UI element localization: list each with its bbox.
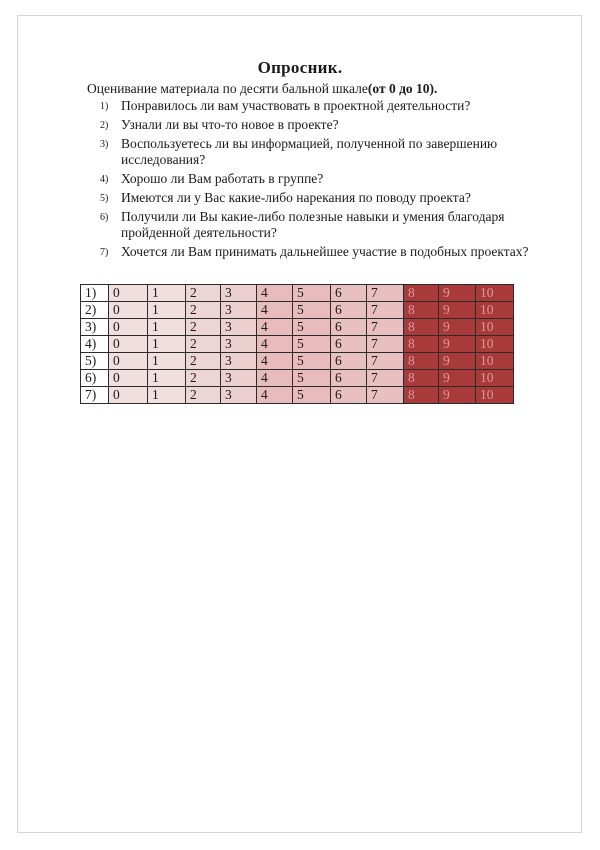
rating-cell[interactable]: 8 [404, 387, 439, 404]
rating-cell[interactable]: 10 [476, 370, 514, 387]
rating-cell[interactable]: 5 [293, 387, 331, 404]
rating-cell[interactable]: 1 [148, 353, 186, 370]
rating-scale-table [80, 284, 514, 404]
question-number: 3) [100, 139, 109, 150]
question-text: Получили ли Вы какие-либо полезные навыки и умения благодаря пройденной деятельности? [121, 209, 505, 240]
rating-cell[interactable]: 4 [257, 387, 293, 404]
question-item [100, 244, 550, 260]
rating-cell[interactable]: 7 [367, 387, 404, 404]
rating-row [81, 370, 514, 387]
rating-cell[interactable]: 5 [293, 302, 331, 319]
rating-cell[interactable]: 9 [439, 285, 476, 302]
rating-cell[interactable]: 1 [148, 319, 186, 336]
rating-cell[interactable]: 4 [257, 336, 293, 353]
rating-cell[interactable]: 2 [186, 370, 221, 387]
rating-cell[interactable]: 9 [439, 353, 476, 370]
rating-cell[interactable]: 8 [404, 319, 439, 336]
rating-cell[interactable]: 9 [439, 370, 476, 387]
question-item [100, 209, 550, 241]
question-text: Хорошо ли Вам работать в группе? [121, 171, 324, 186]
rating-cell[interactable]: 7 [367, 336, 404, 353]
rating-cell[interactable]: 2 [186, 319, 221, 336]
rating-cell[interactable]: 2 [186, 302, 221, 319]
rating-cell[interactable]: 3 [221, 319, 257, 336]
question-number: 5) [100, 193, 109, 204]
rating-row [81, 285, 514, 302]
rating-row-label: 3) [81, 319, 109, 336]
rating-cell[interactable]: 3 [221, 387, 257, 404]
rating-cell[interactable]: 6 [331, 285, 367, 302]
rating-row [81, 302, 514, 319]
rating-cell[interactable]: 9 [439, 302, 476, 319]
intro-scale-range: (от 0 до 10). [367, 81, 438, 96]
rating-cell[interactable]: 7 [367, 370, 404, 387]
rating-row-label: 7) [81, 387, 109, 404]
rating-cell[interactable]: 4 [257, 353, 293, 370]
intro-line [87, 81, 437, 97]
rating-cell[interactable]: 0 [109, 319, 148, 336]
question-text: Хочется ли Вам принимать дальнейшее участие в подобных проектах? [121, 244, 529, 259]
rating-row-label: 4) [81, 336, 109, 353]
rating-cell[interactable]: 6 [331, 319, 367, 336]
rating-cell[interactable]: 9 [439, 387, 476, 404]
rating-cell[interactable]: 2 [186, 336, 221, 353]
rating-cell[interactable]: 7 [367, 353, 404, 370]
question-item [100, 98, 550, 114]
rating-cell[interactable]: 0 [109, 353, 148, 370]
rating-cell[interactable]: 3 [221, 336, 257, 353]
rating-row-label: 1) [81, 285, 109, 302]
rating-cell[interactable]: 8 [404, 336, 439, 353]
rating-cell[interactable]: 3 [221, 370, 257, 387]
rating-cell[interactable]: 1 [148, 387, 186, 404]
question-number: 4) [100, 174, 109, 185]
rating-cell[interactable]: 1 [148, 302, 186, 319]
rating-cell[interactable]: 2 [186, 353, 221, 370]
rating-cell[interactable]: 0 [109, 302, 148, 319]
question-number: 2) [100, 120, 109, 131]
question-text: Воспользуетесь ли вы информацией, полученной по завершению исследования? [121, 136, 498, 167]
rating-row [81, 353, 514, 370]
rating-cell[interactable]: 3 [221, 302, 257, 319]
question-item [100, 136, 550, 168]
rating-cell[interactable]: 0 [109, 336, 148, 353]
rating-cell[interactable]: 6 [331, 353, 367, 370]
rating-cell[interactable]: 0 [109, 370, 148, 387]
question-list [100, 98, 550, 263]
rating-cell[interactable]: 7 [367, 285, 404, 302]
rating-scale-body [81, 285, 514, 404]
rating-cell[interactable]: 1 [148, 336, 186, 353]
rating-row-label: 6) [81, 370, 109, 387]
rating-cell[interactable]: 4 [257, 285, 293, 302]
question-number: 1) [100, 101, 109, 112]
rating-cell[interactable]: 4 [257, 319, 293, 336]
rating-cell[interactable]: 7 [367, 319, 404, 336]
rating-cell[interactable]: 5 [293, 336, 331, 353]
rating-cell[interactable]: 6 [331, 387, 367, 404]
question-number: 7) [100, 247, 109, 258]
rating-cell[interactable]: 10 [476, 319, 514, 336]
rating-cell[interactable]: 5 [293, 285, 331, 302]
rating-cell[interactable]: 6 [331, 336, 367, 353]
rating-cell[interactable]: 10 [476, 302, 514, 319]
rating-cell[interactable]: 8 [404, 370, 439, 387]
rating-row [81, 336, 514, 353]
rating-row [81, 387, 514, 404]
rating-cell[interactable]: 2 [186, 387, 221, 404]
rating-cell[interactable]: 3 [221, 285, 257, 302]
rating-cell[interactable]: 0 [109, 387, 148, 404]
rating-cell[interactable]: 8 [404, 353, 439, 370]
rating-cell[interactable]: 4 [257, 370, 293, 387]
rating-cell[interactable]: 1 [148, 370, 186, 387]
rating-cell[interactable]: 6 [331, 302, 367, 319]
rating-cell[interactable]: 10 [476, 336, 514, 353]
rating-row-label: 2) [81, 302, 109, 319]
question-text: Понравилось ли вам участвовать в проектной деятельности? [121, 98, 471, 113]
rating-cell[interactable]: 9 [439, 336, 476, 353]
page-title: Опросник. [257, 58, 343, 77]
rating-cell[interactable]: 5 [293, 370, 331, 387]
question-item [100, 190, 550, 206]
rating-cell[interactable]: 6 [331, 370, 367, 387]
rating-cell[interactable]: 5 [293, 353, 331, 370]
question-item [100, 117, 550, 133]
rating-cell[interactable]: 8 [404, 285, 439, 302]
rating-cell[interactable]: 9 [439, 319, 476, 336]
rating-cell[interactable]: 10 [476, 387, 514, 404]
rating-row-label: 5) [81, 353, 109, 370]
question-text: Имеются ли у Вас какие-либо нарекания по поводу проекта? [121, 190, 471, 205]
rating-cell[interactable]: 3 [221, 353, 257, 370]
rating-cell[interactable]: 4 [257, 302, 293, 319]
rating-cell[interactable]: 8 [404, 302, 439, 319]
rating-cell[interactable]: 1 [148, 285, 186, 302]
rating-cell[interactable]: 7 [367, 302, 404, 319]
rating-cell[interactable]: 2 [186, 285, 221, 302]
intro-text: Оценивание материала по десяти бальной шкале [87, 81, 368, 96]
question-number: 6) [100, 212, 109, 223]
rating-cell[interactable]: 10 [476, 353, 514, 370]
rating-cell[interactable]: 10 [476, 285, 514, 302]
rating-cell[interactable]: 0 [109, 285, 148, 302]
rating-row [81, 319, 514, 336]
question-item [100, 171, 550, 187]
rating-cell[interactable]: 5 [293, 319, 331, 336]
question-text: Узнали ли вы что-то новое в проекте? [121, 117, 339, 132]
